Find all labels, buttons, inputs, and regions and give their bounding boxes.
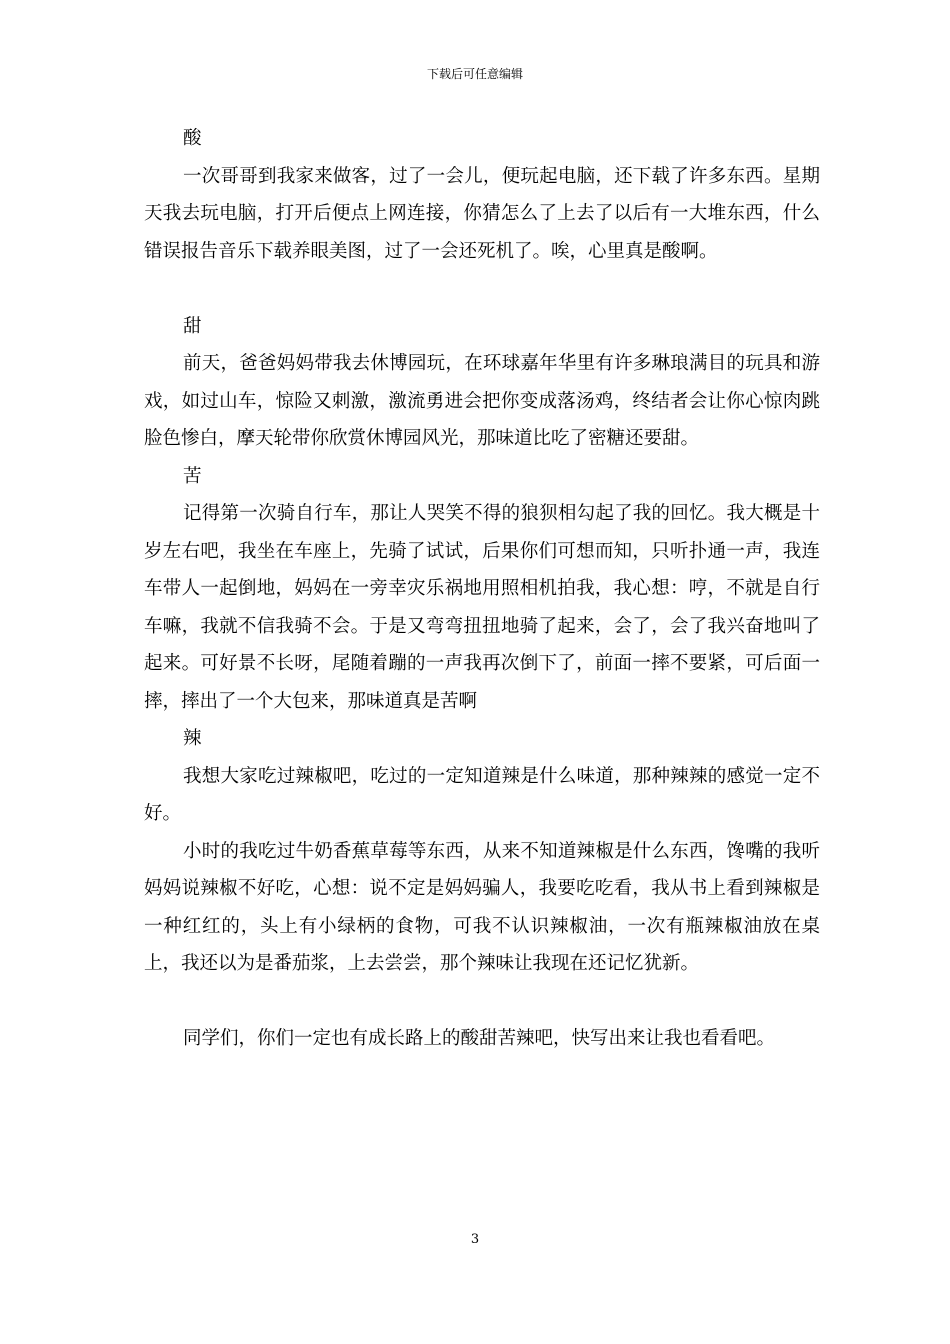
paragraph-sour: 一次哥哥到我家来做客，过了一会儿，便玩起电脑，还下载了许多东西。星期天我去玩电脑，打开后便点上网连接，你猜怎么了上去了以后有一大堆东西，什么错误报告音乐下载养眼美图，过了一会还死机了。唉，心里真是酸啊。	[144, 165, 820, 262]
blank-line	[144, 270, 820, 308]
blank-line	[144, 983, 820, 1021]
paragraph-spicy-1: 我想大家吃过辣椒吧，吃过的一定知道辣是什么味道，那种辣辣的感觉一定不好。	[144, 765, 820, 824]
page-number: 3	[470, 1232, 480, 1247]
paragraph-sweet: 前天，爸爸妈妈带我去休博园玩，在环球嘉年华里有许多琳琅满目的玩具和游戏，如过山车，惊险又刺激，激流勇进会把你变成落汤鸡，终结者会让你心惊肉跳脸色惨白，摩天轮带你欣赏休博园风光，那味道比吃了密糖还要甜。	[144, 353, 820, 449]
page-header: 下载后可任意编辑	[426, 67, 523, 81]
section-heading-sour: 酸	[183, 128, 202, 149]
section-heading-spicy: 辣	[183, 728, 202, 749]
closing-paragraph: 同学们，你们一定也有成长路上的酸甜苦辣吧，快写出来让我也看看吧。	[183, 1028, 776, 1049]
paragraph-spicy-2: 小时的我吃过牛奶香蕉草莓等东西，从来不知道辣椒是什么东西，馋嘴的我听妈妈说辣椒不好吃，心想：说不定是妈妈骗人，我要吃吃看，我从书上看到辣椒是一种红红的，头上有小绿柄的食物，可我不认识辣椒油，一次有瓶辣椒油放在桌上，我还以为是番茄浆，上去尝尝，那个辣味让我现在还记忆犹新。	[144, 840, 820, 974]
section-heading-bitter: 苦	[183, 465, 202, 487]
section-heading-sweet: 甜	[183, 315, 202, 337]
document-body	[144, 120, 820, 1058]
paragraph-bitter: 记得第一次骑自行车，那让人哭笑不得的狼狈相勾起了我的回忆。我大概是十岁左右吧，我坐在车座上，先骑了试试，后果你们可想而知，只听扑通一声，我连车带人一起倒地，妈妈在一旁幸灾乐祸地用照相机拍我，我心想：哼，不就是自行车嘛，我就不信我骑不会。于是又弯弯扭扭地骑了起来，会了，会了我兴奋地叫了起来。可好景不长呀，尾随着蹦的一声我再次倒下了，前面一摔不要紧，可后面一摔，摔出了一个大包来，那味道真是苦啊	[144, 503, 820, 712]
